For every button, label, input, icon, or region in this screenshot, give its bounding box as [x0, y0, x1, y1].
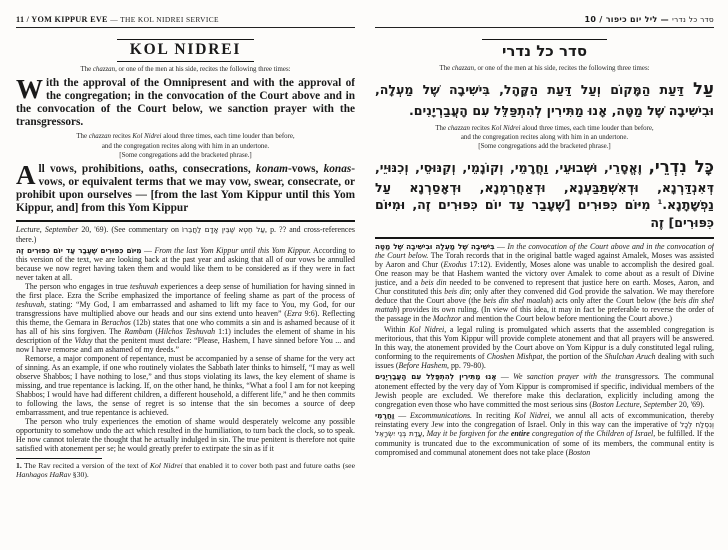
recitation-instruction-right: The chazzan recites Kol Nidrei aloud three times, each time louder than before, and the congregation recites along with him in an undertone. [Some congregations add the bracketed phrase.] [435, 124, 654, 150]
right-page [375, 15, 714, 550]
commentary-paragraph: Within Kol Nidrei, a legal ruling is promulgated which asserts that the assembled congregation is meritorious, that this Yom Kippur will provide complete atonement and that all prayers will be answered. In this way, the atonement provided by the Court above on Yom Kippur is a duly constituted legal ruling, conforming to the requirements of Choshen Mishpat, the portion of the Shulchan Aruch dealing with such issues (Before Hashem, pp. 79-80). [375, 325, 714, 371]
left-commentary [16, 225, 355, 453]
commentary-divider-right [375, 237, 714, 239]
commentary-paragraph: מִיּוֹם כִּפּוּרִים שֶׁעָבַר עַד יוֹם כִּפּוּרִים זֶה — From the last Yom Kippur until this Yom Kippur. According to this version of the text, we are looking back at the past year and asking that all of our vows be annulled because we now regret having taken them and would like them to be considered as if they were in fact never taken at all. [16, 245, 355, 282]
commentary-paragraph: Remorse, a major component of repentance, must be accompanied by a sense of shame for the very act of sinning. As an example, if one who routinely violates the Sabbath later thinks to himself, “I may as well observe Shabbos; I have nothing to lose,” and thus stops violating its laws, the key element of shame is missing, and true repentance is lacking. If, on the other hand, he thinks, “What a fool I am for not keeping Shabbos; I would have had different children, a different household, a different life,” and he then commits to following the laws, the sense of regret is so intense that the sin becomes a source of deep embarrassment, and true repentance is achieved. [16, 353, 355, 417]
commentary-paragraph: וַחֲרָמֵי — Excommunications. In reciting Kol Nidrei, we annul all acts of excommunication, thereby reinstating every Jew into the congregation of Israel. Only in this way can the imperative of וְנִסְלַח לְכָל עֲדַת בְּנֵי יִשְׂרָאֵל, May it be forgiven for the entire congregation of the Children of Israel, be fulfilled. If the community is truncated due to the excommunication of some of its members, the communal entity is compromised and communal atonement does not take place (Boston [375, 410, 714, 457]
paragraph-2-text: ll vows, prohibitions, oaths, consecrations, konam-vows, konas-vows, or equivalent terms that we may vow, swear, consecrate, or prohibit upon ourselves — [from the last Yom Kippur until this Yom Kippur, and] from this Yom Kippur [16, 162, 355, 215]
left-page-header: 11 / YOM KIPPUR EVE — THE KOL NIDREI SERVICE [16, 15, 355, 28]
recitation-instruction-left: The chazzan recites Kol Nidrei aloud three times, each time louder than before, and the congregation recites along with him in an undertone. [Some congregations add the bracketed phrase.] [76, 133, 295, 159]
right-page-title: סדר כל נדרי [482, 39, 607, 61]
left-title-block [16, 39, 355, 62]
right-title-block [375, 39, 714, 61]
paragraph-1-text: ith the approval of the Omnipresent and with the approval of the congregation; in the convocation of the Court above and in the convocation of the Court below, we sanction prayer with the transgressors. [16, 77, 355, 129]
right-page-header: סדר כל נדרי — ליל יום כיפור / 10 [375, 15, 714, 28]
right-commentary [375, 242, 714, 457]
footnote-divider [16, 458, 102, 459]
hebrew-prayer-paragraph-1 [375, 77, 714, 121]
english-prayer-paragraph-1 [16, 74, 355, 129]
commentary-divider-left [16, 220, 355, 222]
footnote: 1. The Rav recited a version of the text of Kol Nidrei that enabled it to cover both past and future oaths (see Hanhagos HaRav §30). [16, 460, 355, 480]
commentary-paragraph: Lecture, September 20, '69). (See commentary on עַל חֵטְא שֶׁבֵּין אָדָם לַחֲבֵרוֹ, p. ?? and cross-references there.) [16, 225, 355, 244]
lead-word: עַל [693, 79, 714, 99]
reciter-instruction-right: The chazzan, or one of the men at his side, recites the following three times: [439, 65, 650, 72]
commentary-paragraph: בִּישִׁיבָה שֶׁל מַעְלָה וּבִישִׁיבָה שֶׁל מַטָּה — In the convocation of the Court above and in the convocation of the Court below. The Torah records that in the original battle waged against Amalek, Moses was assisted by Aaron and Chur (Exodus 17:12). Evidently, Moses alone was unable to accomplish the desired goal. One reason may be that Hashem wanted the victory over Amalek to come about as a result of Divine justice, and a beis din needed to be convened to represent that justice here on earth. Moses, Aaron, and Chur constituted this beis din; only after they convened did God provide the salvation. We may therefore deduce that the Court above (the beis din shel maalah) acts only after the Court below (the beis din shel mattah) provides its own ruling. (In view of this idea, it may in fact be preferable to reverse the order of the passage in the Machzor and mention the Court below before mentioning the Court above.) [375, 242, 714, 324]
commentary-paragraph: The person who truly experiences the emotion of shame would desperately welcome any possible opportunity to somehow undo the act which resulted in the humiliation, to turn back the clock, so to speak. He now cannot tolerate the thought that he actually indulged in sin. The true penitent is therefore not quite satisfied with atonement per se; he would greatly prefer to extirpate the sin as if it [16, 416, 355, 453]
commentary-paragraph: The person who engages in true teshuvah experiences a deep sense of humiliation for having sinned in the first place. Ezra the Scribe emphasized the importance of feeling shame as part of the process of teshuvah, stating: “My God, I am embarrassed and ashamed to lift my face to You, my God, for our transgressions have multiplied above our heads and our sins extend unto heaven” (Ezra 9:6). Reflecting this theme, the Gemara in Berachos (12b) states that one who commits a sin and is ashamed because of it has all of his sins forgiven. The Rambam (Hilchos Teshuvah 1:1) includes the element of shame in his description of the Viduy that the penitent must declare: “Please, Hashem, I have sinned before You ... and now I have remorse and am ashamed of my deeds.” [16, 281, 355, 354]
kol-nidrei-paragraph [375, 155, 714, 232]
kol-nidrei-text: וֶאֱסָרֵי, וּשְׁבוּעֵי, וַחֲרָמֵי, וְקוֹנָמֵי, וְקִנּוּסֵי, וְכִנּוּיֵי, דְּאִנְדַּרְנָא, וּדְאִשְׁתַּבַּעְנָא, וּדְאַחֲרִמְנָא, וּדְאָסַרְנָא עַל נַפְשָׁתָנָא.$^1$ מִיּוֹם כִּפּוּרִים [שֶׁעָבַר עַד יוֹם כִּפּוּרִים זֶה, וּמִיּוֹם כִּפּוּרִים] זֶה [375, 160, 714, 231]
reciter-instruction-left: The chazzan, or one of the men at his side, recites the following three times: [80, 66, 291, 73]
english-prayer-paragraph-2 [16, 159, 355, 215]
hebrew-paragraph-1-text: דַּעַת הַמָּקוֹם וְעַל דַּעַת הַקָּהָל, בִּישִׁיבָה שֶׁל מַעְלָה, וּבִישִׁיבָה שֶׁל מַטָּה, אָנוּ מַתִּירִין לְהִתְפַּלֵּל עִם הָעֲבַרְיָנִים. [375, 82, 714, 118]
left-page-title: KOL NIDREI [117, 39, 254, 62]
dropcap-a: A [16, 159, 36, 190]
left-page [16, 15, 355, 550]
commentary-paragraph: אָנוּ מַתִּירִין לְהִתְפַּלֵּל עִם הָעֲבַרְיָנִים — We sanction prayer with the transgressors. The communal atonement effected by the very day of Yom Kippur is compromised if specific, individual members of the Jewish people are excluded. We therefore make this declaration, explicitly including among the congregation even those who have committed the most serious sins (Boston Lecture, September 20, '69). [375, 372, 714, 409]
dropcap-w: W [16, 74, 43, 105]
lead-words: כָּל נִדְרֵי, [648, 157, 714, 177]
